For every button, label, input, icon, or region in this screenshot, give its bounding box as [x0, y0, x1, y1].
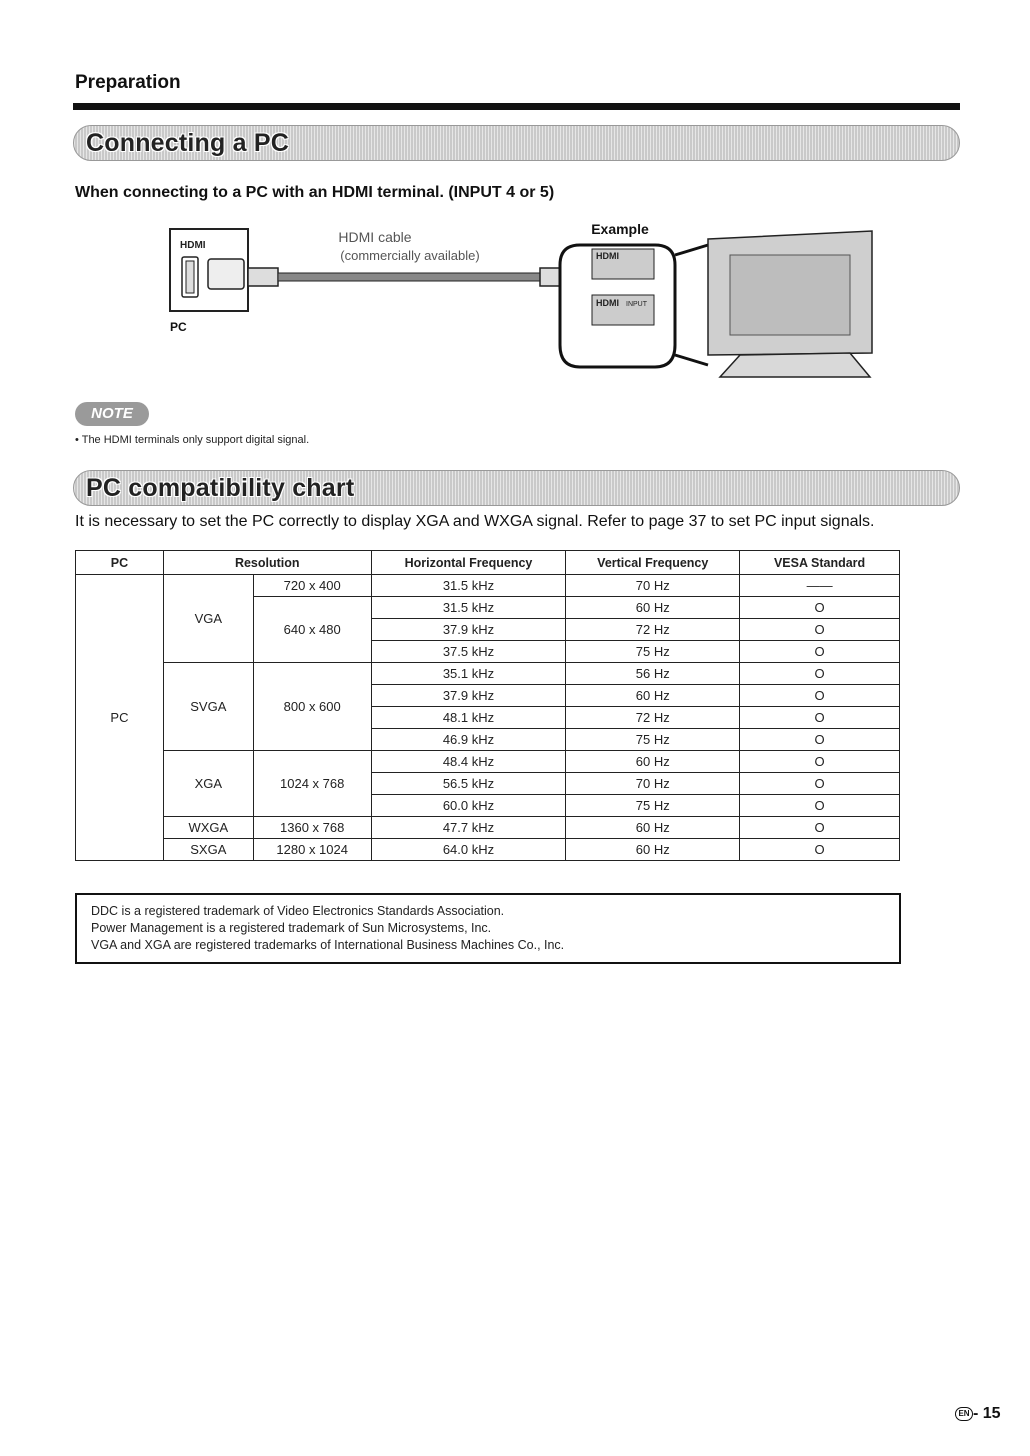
h-freq-cell: 46.9 kHz: [371, 729, 566, 751]
note-badge: NOTE: [75, 402, 149, 426]
table-row: [76, 663, 900, 685]
table-row: [76, 751, 900, 773]
vesa-cell: O: [740, 795, 900, 817]
h-freq-cell: 37.9 kHz: [371, 685, 566, 707]
header-vesa: VESA Standard: [740, 551, 900, 575]
h-freq-cell: 56.5 kHz: [371, 773, 566, 795]
compat-title: PC compatibility chart: [86, 474, 355, 502]
table-row: [76, 575, 900, 597]
vesa-cell: O: [740, 641, 900, 663]
res-cell: 800 x 600: [253, 663, 371, 751]
v-freq-cell: 60 Hz: [566, 817, 740, 839]
example-label: Example: [591, 221, 649, 237]
table-row: [76, 817, 900, 839]
group-wxga: WXGA: [163, 817, 253, 839]
group-sxga: SXGA: [163, 839, 253, 861]
note-text: • The HDMI terminals only support digital signal.: [75, 434, 310, 446]
h-freq-cell: 31.5 kHz: [371, 575, 566, 597]
trademark-line: DDC is a registered trademark of Video Electronics Standards Association.: [91, 904, 505, 918]
trademark-line: Power Management is a registered trademark of Sun Microsystems, Inc.: [91, 921, 492, 935]
vesa-cell: O: [740, 597, 900, 619]
header-horizontal: Horizontal Frequency: [371, 551, 566, 575]
hdmi-subheading: When connecting to a PC with an HDMI terminal. (INPUT 4 or 5): [75, 184, 555, 201]
vesa-cell: O: [740, 685, 900, 707]
h-freq-cell: 37.5 kHz: [371, 641, 566, 663]
h-freq-cell: 31.5 kHz: [371, 597, 566, 619]
v-freq-cell: 60 Hz: [566, 597, 740, 619]
table-header-row: [76, 551, 900, 575]
v-freq-cell: 60 Hz: [566, 839, 740, 861]
trademark-box: [75, 893, 901, 964]
v-freq-cell: 72 Hz: [566, 707, 740, 729]
pc-cell: PC: [76, 575, 164, 861]
vesa-cell: O: [740, 817, 900, 839]
header-pc: PC: [76, 551, 164, 575]
header-vertical: Vertical Frequency: [566, 551, 740, 575]
v-freq-cell: 75 Hz: [566, 729, 740, 751]
res-cell: 1280 x 1024: [253, 839, 371, 861]
v-freq-cell: 60 Hz: [566, 685, 740, 707]
pc-hdmi-logo: HDMI: [180, 240, 206, 251]
vesa-cell: O: [740, 773, 900, 795]
res-cell: 1360 x 768: [253, 817, 371, 839]
vesa-cell: O: [740, 663, 900, 685]
vesa-cell: ——: [740, 575, 900, 597]
v-freq-cell: 75 Hz: [566, 641, 740, 663]
h-freq-cell: 64.0 kHz: [371, 839, 566, 861]
v-freq-cell: 56 Hz: [566, 663, 740, 685]
vesa-cell: O: [740, 729, 900, 751]
res-cell: 720 x 400: [253, 575, 371, 597]
v-freq-cell: 70 Hz: [566, 575, 740, 597]
v-freq-cell: 72 Hz: [566, 619, 740, 641]
header-rule: [73, 103, 960, 110]
group-vga: VGA: [163, 575, 253, 663]
v-freq-cell: 60 Hz: [566, 751, 740, 773]
pc-device-illustration: [170, 229, 248, 334]
cable-label: HDMI cable: [338, 229, 412, 245]
v-freq-cell: 70 Hz: [566, 773, 740, 795]
h-freq-cell: 48.4 kHz: [371, 751, 566, 773]
tv-hdmi-logo-2: HDMI: [596, 298, 619, 308]
pc-compat-table: [75, 550, 900, 861]
trademark-line: VGA and XGA are registered trademarks of International Business Machines Co., Inc.: [91, 938, 565, 952]
vesa-cell: O: [740, 707, 900, 729]
tv-hdmi-logo-1: HDMI: [596, 251, 619, 261]
page-number-text: - 15: [973, 1405, 1001, 1422]
tv-rear-illustration: [708, 231, 872, 377]
tv-input-panel-illustration: [560, 245, 708, 367]
language-badge: EN: [955, 1407, 973, 1421]
table-row: [76, 839, 900, 861]
group-xga: XGA: [163, 751, 253, 817]
page-number: [955, 1405, 1001, 1423]
h-freq-cell: 35.1 kHz: [371, 663, 566, 685]
h-freq-cell: 47.7 kHz: [371, 817, 566, 839]
connection-diagram: [160, 215, 880, 385]
h-freq-cell: 48.1 kHz: [371, 707, 566, 729]
hdmi-cable-illustration: [248, 229, 590, 292]
connecting-banner: [73, 125, 960, 161]
h-freq-cell: 60.0 kHz: [371, 795, 566, 817]
tv-input-label: INPUT: [626, 301, 647, 308]
h-freq-cell: 37.9 kHz: [371, 619, 566, 641]
section-label: Preparation: [75, 72, 181, 93]
connecting-title: Connecting a PC: [86, 129, 290, 157]
vesa-cell: O: [740, 751, 900, 773]
cable-sublabel: (commercially available): [340, 248, 480, 263]
compat-intro: It is necessary to set the PC correctly to display XGA and WXGA signal. Refer to page 37 to set PC input signals.: [75, 513, 875, 530]
vesa-cell: O: [740, 619, 900, 641]
vesa-cell: O: [740, 839, 900, 861]
header-resolution: Resolution: [163, 551, 371, 575]
pc-label: PC: [170, 320, 187, 334]
v-freq-cell: 75 Hz: [566, 795, 740, 817]
res-cell: 640 x 480: [253, 597, 371, 663]
res-cell: 1024 x 768: [253, 751, 371, 817]
group-svga: SVGA: [163, 663, 253, 751]
compat-banner: [73, 470, 960, 506]
